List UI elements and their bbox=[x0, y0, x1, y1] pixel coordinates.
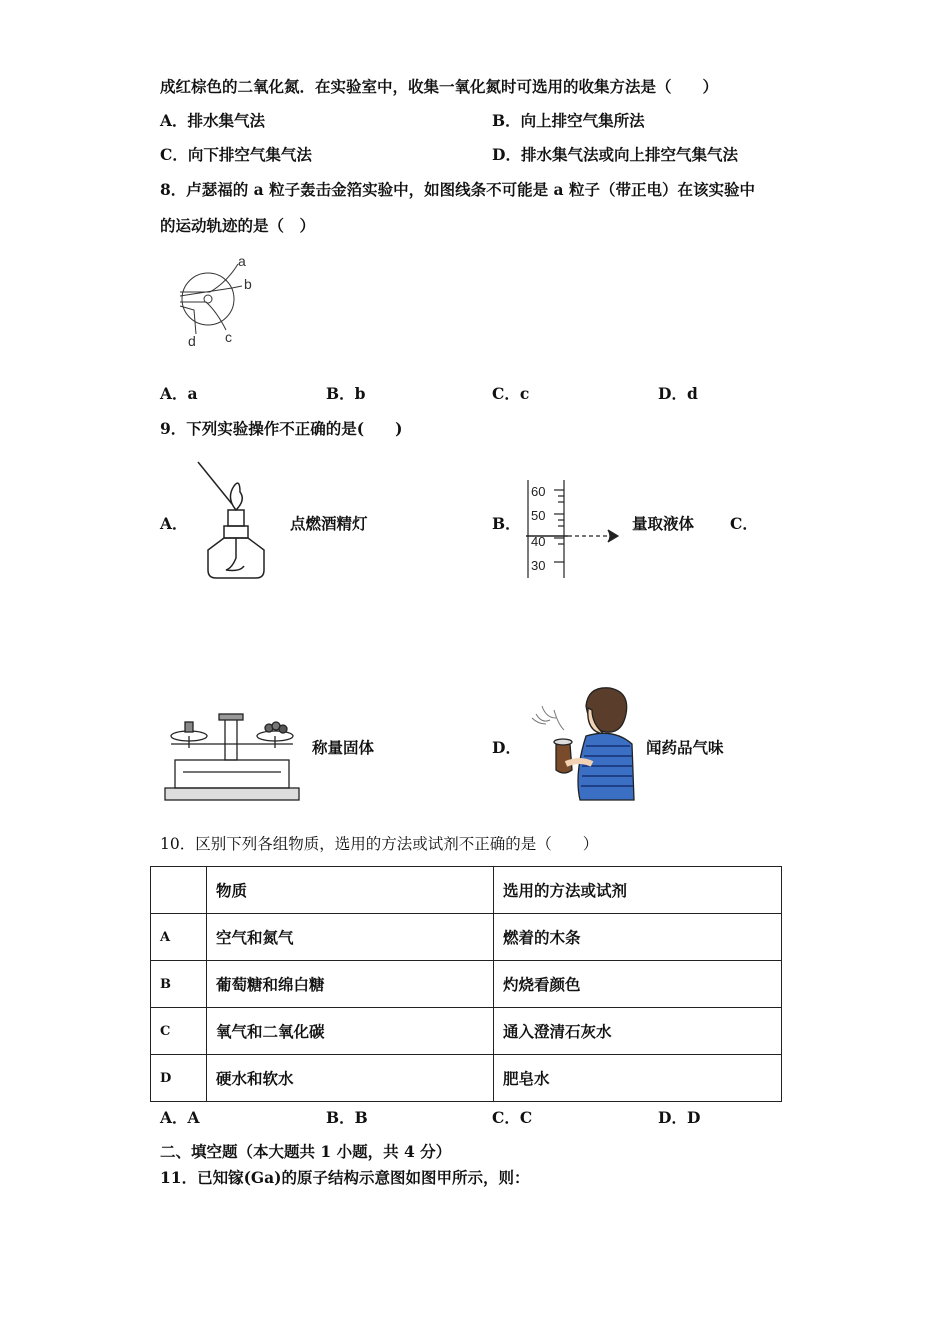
q7-option-c[interactable]: C．向下排空气集气法 bbox=[160, 145, 312, 164]
lamp-wick bbox=[226, 538, 244, 571]
table-row bbox=[151, 1055, 782, 1102]
table-row bbox=[151, 1008, 782, 1055]
q9-option-d-letter[interactable]: D． bbox=[492, 738, 521, 757]
smelling-reagent-image bbox=[526, 684, 638, 802]
q8-option-a[interactable]: A．a bbox=[160, 384, 198, 403]
q10-stem: 10．区别下列各组物质，选用的方法或试剂不正确的是（ ） bbox=[160, 835, 599, 853]
track-d bbox=[180, 306, 196, 334]
alpha-scattering-figure bbox=[172, 252, 272, 352]
track-a bbox=[180, 264, 238, 292]
alcohol-lamp-lighting-image bbox=[196, 458, 276, 583]
row-substance-cell: 硬水和软水 bbox=[207, 1055, 494, 1102]
q8-option-d[interactable]: D．d bbox=[658, 384, 698, 403]
gold-atom-circle bbox=[182, 273, 234, 325]
q11-stem: 11．已知镓(Ga)的原子结构示意图如图甲所示，则： bbox=[160, 1168, 530, 1187]
eye-icon bbox=[608, 530, 618, 542]
q10-option-d[interactable]: D．D bbox=[658, 1108, 701, 1127]
row-method-cell: 灼烧看颜色 bbox=[494, 961, 782, 1008]
scale-label-30: 30 bbox=[531, 558, 546, 573]
row-method-cell: 通入澄清石灰水 bbox=[494, 1008, 782, 1055]
section-heading: 二、填空题（本大题共 1 小题，共 4 分） bbox=[160, 1142, 452, 1161]
q10-option-c[interactable]: C．C bbox=[492, 1108, 533, 1127]
q9-option-c-letter[interactable]: C． bbox=[730, 514, 758, 533]
q9-stem: 9．下列实验操作不正确的是( ) bbox=[160, 419, 403, 438]
q9-option-b-caption: 量取液体 bbox=[632, 514, 695, 533]
label-b: b bbox=[244, 276, 252, 292]
weight-block bbox=[185, 722, 193, 732]
scale-body bbox=[175, 760, 289, 788]
scale-base bbox=[165, 788, 299, 800]
q7-option-b[interactable]: B．向上排空气集所法 bbox=[492, 111, 645, 130]
row-substance-cell: 氧气和二氧化碳 bbox=[207, 1008, 494, 1055]
q8-option-c[interactable]: C．c bbox=[492, 384, 530, 403]
scale-label-50: 50 bbox=[531, 508, 546, 523]
q9-option-a-letter[interactable]: A． bbox=[160, 514, 188, 533]
match-stick bbox=[198, 462, 232, 504]
row-key-cell: A bbox=[151, 914, 207, 961]
q7-option-d[interactable]: D．排水集气法或向上排空气集气法 bbox=[492, 145, 738, 164]
table-header-row bbox=[151, 867, 782, 914]
lamp-neck bbox=[224, 526, 248, 538]
label-c: c bbox=[225, 329, 232, 345]
label-a: a bbox=[238, 253, 246, 269]
scale-pillar bbox=[225, 716, 237, 760]
row-substance-cell: 空气和氮气 bbox=[207, 914, 494, 961]
q8-option-b[interactable]: B．b bbox=[326, 384, 366, 403]
row-key-cell: C bbox=[151, 1008, 207, 1055]
row-method-cell: 燃着的木条 bbox=[494, 914, 782, 961]
q8-stem-line1: 8．卢瑟福的 a 粒子轰击金箔实验中，如图线条不可能是 a 粒子（带正电）在该实验中 bbox=[160, 180, 755, 199]
balance-scale-image bbox=[163, 708, 301, 802]
q8-stem-line2: 的运动轨迹的是（ ） bbox=[160, 216, 316, 235]
scale-label-60: 60 bbox=[531, 484, 546, 499]
q9-option-b-letter[interactable]: B． bbox=[492, 514, 521, 533]
q7-option-a[interactable]: A．排水集气法 bbox=[160, 111, 266, 130]
row-key-cell: B bbox=[151, 961, 207, 1008]
track-c bbox=[180, 302, 226, 330]
q7-stem-continuation: 成红棕色的二氧化氮．在实验室中，收集一氧化氮时可选用的收集方法是（ ） bbox=[160, 77, 719, 96]
reagent-bottle bbox=[556, 744, 572, 773]
table-row bbox=[151, 961, 782, 1008]
row-key-cell: D bbox=[151, 1055, 207, 1102]
row-substance-cell: 葡萄糖和绵白糖 bbox=[207, 961, 494, 1008]
q10-option-a[interactable]: A．A bbox=[160, 1108, 200, 1127]
q9-option-c-caption: 称量固体 bbox=[312, 738, 375, 757]
flame-shape bbox=[230, 483, 242, 510]
q9-option-a-caption: 点燃酒精灯 bbox=[290, 514, 368, 533]
row-method-cell: 肥皂水 bbox=[494, 1055, 782, 1102]
boy-arm bbox=[566, 761, 592, 764]
header-method-cell: 选用的方法或试剂 bbox=[494, 867, 782, 914]
lamp-cap bbox=[228, 510, 244, 526]
scale-label-40: 40 bbox=[531, 534, 546, 549]
table-row bbox=[151, 914, 782, 961]
vapor-lines bbox=[536, 706, 564, 730]
q10-option-b[interactable]: B．B bbox=[326, 1108, 368, 1127]
q10-table bbox=[150, 866, 782, 1102]
header-substance-cell: 物质 bbox=[207, 867, 494, 914]
measuring-cylinder-image bbox=[524, 478, 624, 582]
q9-option-d-caption: 闻药品气味 bbox=[646, 738, 724, 757]
header-key-cell bbox=[151, 867, 207, 914]
label-d: d bbox=[188, 333, 196, 349]
